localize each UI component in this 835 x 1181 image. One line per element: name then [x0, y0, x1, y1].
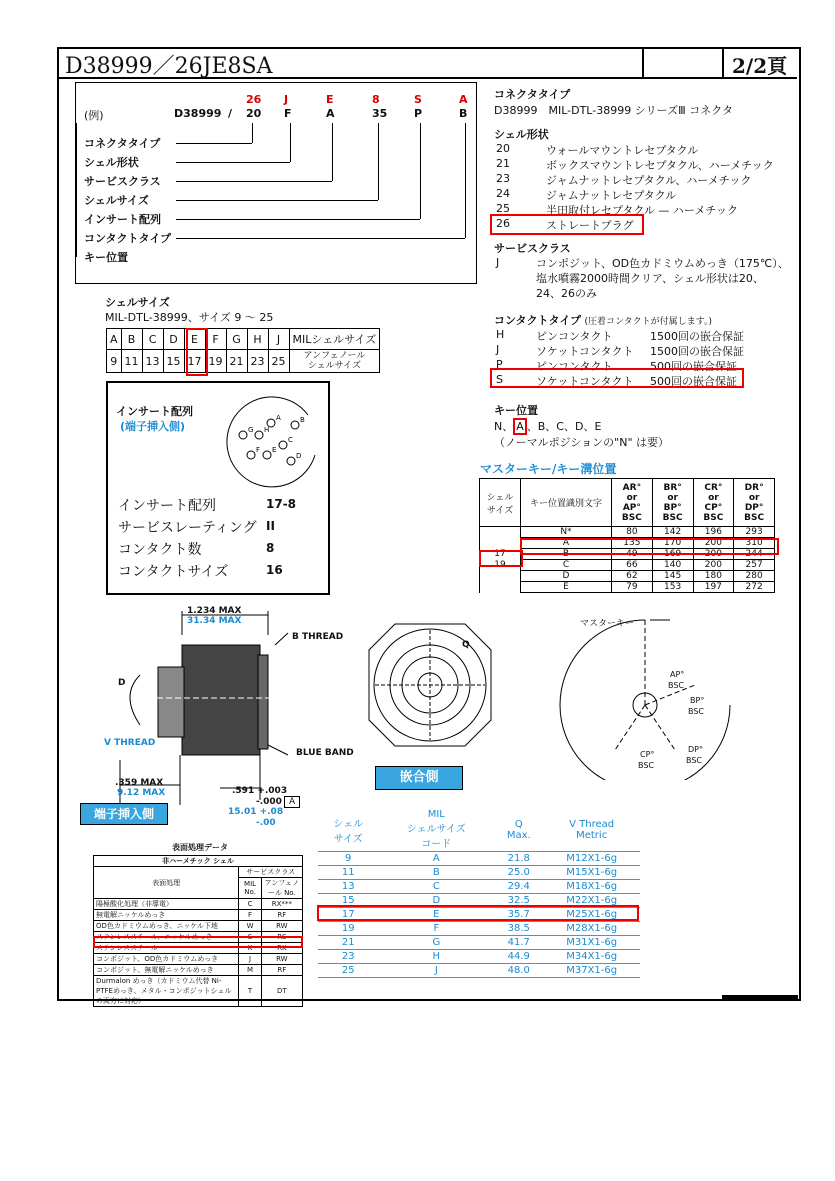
key-post: 、B、C、D、E: [526, 420, 602, 433]
service-code: J: [496, 256, 500, 269]
shell-letter: E: [184, 329, 205, 350]
insert-key: コンタクト数: [118, 542, 202, 558]
dim-length: 1.234 MAX: [187, 606, 242, 616]
key-val: 280: [734, 571, 775, 582]
b-thread-label: B THREAD: [292, 632, 344, 642]
header: [57, 47, 797, 79]
shell-size-heading: シェルサイズ: [105, 296, 170, 309]
key-val: 79: [612, 582, 653, 593]
shell-shape-code: 26: [496, 217, 510, 230]
shell-shape-desc: ボックスマウントレセプタクル、ハーメチック: [546, 159, 774, 172]
key-id: A: [521, 538, 612, 549]
black-code-2: A: [326, 107, 335, 120]
red-code-1: J: [284, 93, 289, 106]
key-17-highlight: [479, 550, 523, 567]
key-shell: 19: [480, 560, 521, 571]
surface-amp: DT: [261, 976, 302, 1007]
insert-val: 8: [266, 541, 275, 555]
insert-pin-label: F: [256, 446, 261, 454]
shell-number: 25: [268, 350, 289, 373]
contact-life: 1500回の嵌合保証: [650, 345, 744, 358]
shell-size-sub: MIL-DTL-38999、サイズ 9 ～ 25: [105, 311, 274, 324]
key-val: 196: [693, 527, 734, 538]
shell-letter: A: [107, 329, 122, 350]
legend-5: コンタクトタイプ: [84, 232, 172, 245]
q-cell: 32.5: [494, 894, 543, 908]
shell-number: 21: [226, 350, 247, 373]
key-table-h-b: BR° or BP° BSC: [652, 479, 693, 527]
surface-title: 表面処理データ: [172, 843, 228, 852]
key-val: 293: [734, 527, 775, 538]
key-angle-diagram: [555, 610, 785, 780]
shell-letter: G: [226, 329, 247, 350]
q-cell: 25: [318, 964, 378, 978]
shell-letter: B: [121, 329, 142, 350]
q-cell: E: [378, 908, 494, 922]
q-cell: M31X1-6g: [543, 936, 640, 950]
footer-bar: [722, 995, 798, 999]
key-table-h-c: CR° or CP° BSC: [693, 479, 734, 527]
example-base: D38999: [174, 107, 222, 120]
q-cell: 23: [318, 950, 378, 964]
surface-row: [94, 976, 303, 1007]
q-cell: B: [378, 866, 494, 880]
service-desc-1: コンポジット、OD色カドミウムめっき（175℃）、: [536, 257, 789, 270]
surface-row: [94, 921, 303, 932]
insert-face-icon: [223, 395, 323, 495]
insert-key: インサート配列: [118, 498, 216, 514]
black-code-1: F: [284, 107, 292, 120]
shell-number: 23: [247, 350, 268, 373]
insert-pin-label: G: [248, 426, 254, 434]
key-id: B: [521, 549, 612, 560]
service-desc-3: 24、26のみ: [536, 287, 597, 300]
q-cell: 9: [318, 852, 378, 866]
legend-0: コネクタタイプ: [84, 137, 161, 150]
key-row: [480, 582, 775, 593]
key-val: 145: [652, 571, 693, 582]
key-shell: 17: [480, 549, 521, 560]
bp-bsc: BSC: [688, 707, 705, 716]
black-code-0: 20: [246, 107, 262, 120]
dim-1501-tol: -.00: [256, 818, 276, 828]
q-cell: 21: [318, 936, 378, 950]
shell-number: 17: [184, 350, 205, 373]
right-column: [494, 86, 794, 450]
key-val: 170: [652, 538, 693, 549]
dp-label: DP°: [688, 745, 703, 754]
key-val: 142: [652, 527, 693, 538]
insert-row: [118, 517, 318, 539]
service-desc-2: 塩水噴霧2000時間クリア、シェル形状は20、: [536, 272, 764, 285]
key-val: 200: [693, 549, 734, 560]
insert-pin-label: C: [288, 436, 293, 444]
contact-type: ピンコンタクト: [536, 330, 613, 343]
surface-mil: C: [239, 899, 261, 910]
insert-pin: [279, 436, 293, 449]
contact-row: [494, 328, 794, 343]
surface-row: [94, 910, 303, 921]
shell-shape-code: 23: [496, 172, 510, 185]
key-val: 62: [612, 571, 653, 582]
key-pre: N、: [494, 420, 514, 433]
example-box: [75, 82, 477, 284]
key-a-highlight: [520, 538, 779, 555]
key-row: [480, 571, 775, 582]
q-cell: M12X1-6g: [543, 852, 640, 866]
blue-band-label: BLUE BAND: [296, 748, 354, 758]
surface-j-highlight: [93, 936, 303, 948]
surface-mil: T: [239, 976, 261, 1007]
q-row: [318, 950, 640, 964]
q-cell: 35.7: [494, 908, 543, 922]
key-val: 140: [652, 560, 693, 571]
shell-letter: D: [163, 329, 184, 350]
key-id: N*: [521, 527, 612, 538]
shell-shape-code: 24: [496, 187, 510, 200]
q-h-shell: シェル サイズ: [318, 808, 378, 852]
q-cell: M25X1-6g: [543, 908, 640, 922]
surface-proc: Durmalon めっき（カドミウム代替 Ni-PTFEめっき、メタル・コンポジットシェルの両方に対応）: [94, 976, 239, 1007]
surface-proc: コンポジット、OD色カドミウムめっき: [94, 954, 239, 965]
key-id: C: [521, 560, 612, 571]
surface-amp: RW: [261, 921, 302, 932]
key-val: 80: [612, 527, 653, 538]
q-row: [318, 936, 640, 950]
red-code-0: 26: [246, 93, 262, 106]
insert-box: [106, 381, 330, 595]
insert-subheading: (端子挿入側): [120, 420, 186, 433]
legend-1: シェル形状: [84, 156, 139, 169]
surface-amp: RS: [261, 932, 302, 943]
q-cell: M37X1-6g: [543, 964, 640, 978]
key-val: 169: [652, 549, 693, 560]
key-shell: [480, 538, 521, 549]
insert-pin: [287, 452, 301, 465]
shell-shape-row: [494, 142, 794, 157]
red-code-4: S: [414, 93, 422, 106]
shell-shape-code: 20: [496, 142, 510, 155]
contact-s-highlight: [490, 368, 744, 388]
shell-number: 15: [163, 350, 184, 373]
surface-proc: ステンレススチール: [94, 943, 239, 954]
page-number: 2/2頁: [732, 54, 788, 78]
key-val: 49: [612, 549, 653, 560]
key-selected: A: [513, 418, 527, 435]
surface-proc: OD色カドミウムめっき、ニッケル下地: [94, 921, 239, 932]
insert-pin: [291, 416, 305, 429]
dim-912: 9.12 MAX: [117, 788, 166, 798]
connector-front-view: [355, 610, 505, 760]
shell-letter: H: [247, 329, 268, 350]
contact-row: [494, 343, 794, 358]
q-cell: G: [378, 936, 494, 950]
red-code-3: 8: [372, 93, 380, 106]
surface-mil: W: [239, 921, 261, 932]
surface-amp: RF: [261, 965, 302, 976]
surface-mil: J: [239, 954, 261, 965]
example-label: (例): [84, 109, 104, 122]
contact-note: (圧着コンタクトが付属します。): [584, 317, 712, 327]
contact-type-heading: コンタクトタイプ: [494, 314, 582, 327]
surface-mil: S: [239, 932, 261, 943]
dim-length-mm: 31.34 MAX: [187, 616, 242, 626]
shell-shape-code: 21: [496, 157, 510, 170]
black-code-5: B: [459, 107, 468, 120]
contact-type: ソケットコンタクト: [536, 375, 634, 388]
insert-row: [118, 561, 318, 583]
shell-e-highlight: [186, 328, 208, 376]
shell-shape-desc: ジャムナットレセプタクル、ハーメチック: [546, 174, 752, 187]
q-cell: 38.5: [494, 922, 543, 936]
insert-pin-label: H: [264, 426, 270, 434]
key-val: 310: [734, 538, 775, 549]
dim-1501: 15.01 +.08: [228, 807, 284, 817]
surface-mil: K: [239, 943, 261, 954]
page-title: D38999／26JE8SA: [65, 54, 273, 79]
q-17-highlight: [317, 905, 639, 921]
q-row: [318, 866, 640, 880]
q-cell: 44.9: [494, 950, 543, 964]
v-thread-label: V THREAD: [104, 738, 156, 748]
ap-label: AP°: [670, 670, 685, 679]
q-cell: 13: [318, 880, 378, 894]
black-code-3: 35: [372, 107, 388, 120]
q-cell: 11: [318, 866, 378, 880]
shell-shape-code: 25: [496, 202, 510, 215]
surface-row: [94, 899, 303, 910]
shell-number: 19: [205, 350, 226, 373]
key-val: 272: [734, 582, 775, 593]
key-val: 200: [693, 560, 734, 571]
surface-proc: コンポジット、無電解ニッケルめっき: [94, 965, 239, 976]
q-cell: 17: [318, 908, 378, 922]
connector-type-heading: コネクタタイプ: [494, 88, 571, 101]
q-h-vthread: V Thread Metric: [543, 808, 640, 852]
contact-code: J: [496, 343, 500, 356]
shell-shape-row: [494, 157, 794, 172]
surface-h-amp: アンフェノール No.: [261, 878, 302, 899]
dim-591: .591 +.003: [232, 786, 288, 796]
contact-life: 500回の嵌合保証: [650, 375, 737, 388]
q-cell: 19: [318, 922, 378, 936]
insert-pin-label: E: [272, 446, 277, 454]
shell-shape-row: [494, 187, 794, 202]
q-cell: 41.7: [494, 936, 543, 950]
cp-label: CP°: [640, 750, 655, 759]
key-row: [480, 560, 775, 571]
key-val: 66: [612, 560, 653, 571]
q-cell: M18X1-6g: [543, 880, 640, 894]
key-table-h-a: AR° or AP° BSC: [612, 479, 653, 527]
surface-proc: ステンレススチール、ニッケルめっき: [94, 932, 239, 943]
black-code-4: P: [414, 107, 423, 120]
shell-number: 9: [107, 350, 122, 373]
shell-size-table: [106, 328, 380, 373]
contact-code: S: [496, 373, 503, 386]
q-cell: A: [378, 852, 494, 866]
contact-type: ソケットコンタクト: [536, 345, 634, 358]
example-slash: /: [228, 107, 233, 120]
key-table-h-id: キー位置識別文字: [521, 479, 612, 527]
q-row: [318, 964, 640, 978]
insert-pin: [263, 446, 276, 459]
surface-sub: 非ハーメチック シェル: [94, 856, 303, 867]
insert-row: [118, 539, 318, 561]
ap-bsc: BSC: [668, 681, 685, 690]
q-cell: D: [378, 894, 494, 908]
q-cell: C: [378, 880, 494, 894]
key-val: 153: [652, 582, 693, 593]
insert-pin: [247, 446, 260, 459]
dp-bsc: BSC: [686, 756, 703, 765]
insert-pin-label: D: [296, 452, 302, 460]
key-table: [479, 478, 775, 593]
shell-tail-2: シェルサイズ: [307, 361, 361, 371]
service-class-block: [494, 256, 794, 304]
q-cell: J: [378, 964, 494, 978]
bp-label: BP°: [690, 696, 705, 705]
connector-type: D38999 MIL-DTL-38999 シリーズⅢ コネクタ: [494, 104, 733, 117]
key-val: 135: [612, 538, 653, 549]
key-table-h-d: DR° or DP° BSC: [734, 479, 775, 527]
q-cell: 25.0: [494, 866, 543, 880]
q-cell: M22X1-6g: [543, 894, 640, 908]
dim-359: .359 MAX: [115, 778, 164, 788]
key-shell: [480, 527, 521, 538]
surface-proc: 無電解ニッケルめっき: [94, 910, 239, 921]
insert-pin-label: A: [276, 414, 281, 422]
mating-side-label: 嵌合側: [375, 766, 463, 790]
service-class-heading: サービスクラス: [494, 242, 571, 255]
dim-591-tol: -.000: [256, 797, 282, 807]
q-label: Q: [462, 640, 470, 650]
insert-row: [118, 495, 318, 517]
insert-pin: [255, 426, 269, 439]
q-cell: M15X1-6g: [543, 866, 640, 880]
shell-number: 11: [121, 350, 142, 373]
contact-code: P: [496, 358, 503, 371]
surface-amp: RX***: [261, 899, 302, 910]
shell-letter: C: [142, 329, 163, 350]
shell-26-highlight: [490, 214, 644, 235]
q-cell: 15: [318, 894, 378, 908]
insert-key: サービスレーティング: [118, 520, 257, 536]
surface-amp: RF: [261, 910, 302, 921]
key-table-h-shell: シェル サイズ: [480, 479, 521, 527]
datum-a: A: [284, 796, 300, 808]
shell-letters-tail: MILシェルサイズ: [289, 329, 380, 350]
q-cell: H: [378, 950, 494, 964]
insert-val: 16: [266, 563, 283, 577]
q-cell: F: [378, 922, 494, 936]
legend-4: インサート配列: [84, 213, 161, 226]
surface-row: [94, 954, 303, 965]
insert-heading: インサート配列: [116, 405, 193, 418]
q-cell: 21.8: [494, 852, 543, 866]
red-code-5: A: [459, 93, 468, 106]
key-shell: [480, 571, 521, 582]
insert-pin: [239, 426, 253, 439]
d-label: D: [118, 678, 126, 688]
key-val: 180: [693, 571, 734, 582]
surface-row: [94, 965, 303, 976]
surface-mil: F: [239, 910, 261, 921]
key-id: E: [521, 582, 612, 593]
cp-bsc: BSC: [638, 761, 655, 770]
key-row: [480, 527, 775, 538]
key-val: 200: [693, 538, 734, 549]
shell-tail-1: アンフェノール: [303, 351, 366, 361]
master-key-heading: マスターキー/キー溝位置: [480, 462, 617, 476]
surface-proc: 陽極酸化処理（非導電）: [94, 899, 239, 910]
q-table: [318, 808, 640, 978]
key-val: 197: [693, 582, 734, 593]
shell-shape-heading: シェル形状: [494, 128, 549, 141]
surface-h-class: サービスクラス: [239, 867, 303, 878]
contact-type: ピンコンタクト: [536, 360, 613, 373]
shell-shape-desc: ウォールマウントレセプタクル: [546, 144, 699, 157]
key-position-heading: キー位置: [494, 404, 538, 417]
insert-key: コンタクトサイズ: [118, 564, 229, 580]
legend-6: キー位置: [84, 251, 128, 264]
surface-amp: RW: [261, 954, 302, 965]
master-key-label: マスターキー: [580, 619, 635, 629]
q-cell: 29.4: [494, 880, 543, 894]
q-cell: M28X1-6g: [543, 922, 640, 936]
surface-mil: M: [239, 965, 261, 976]
shell-shape-desc: 半田取付レセプタクル — ハーメチック: [546, 204, 739, 217]
shell-shape-desc: ジャムナットレセプタクル: [546, 189, 677, 202]
surface-h-proc: 表面処理: [94, 867, 239, 899]
shell-shape-row: [494, 172, 794, 187]
red-code-2: E: [326, 93, 334, 106]
shell-letter: J: [268, 329, 289, 350]
contact-life: 500回の嵌合保証: [650, 360, 737, 373]
q-cell: M34X1-6g: [543, 950, 640, 964]
insert-val: 17-8: [266, 497, 297, 511]
legend-2: サービスクラス: [84, 175, 161, 188]
shell-number: 13: [142, 350, 163, 373]
q-row: [318, 880, 640, 894]
insert-val: II: [266, 519, 275, 533]
insert-pin-label: B: [300, 416, 305, 424]
contact-life: 1500回の嵌合保証: [650, 330, 744, 343]
surface-h-mil: MIL No.: [239, 878, 261, 899]
key-val: 257: [734, 560, 775, 571]
terminal-side-label: 端子挿入側: [80, 803, 168, 825]
q-h-mil: MIL シェルサイズ コード: [378, 808, 494, 852]
key-note: （ノーマルポジションの"N" は要）: [494, 436, 670, 449]
q-cell: 48.0: [494, 964, 543, 978]
key-id: D: [521, 571, 612, 582]
key-val: 244: [734, 549, 775, 560]
q-h-q: Q Max.: [494, 808, 543, 852]
key-shell: [480, 582, 521, 593]
shell-shape-desc: ストレートプラグ: [546, 219, 634, 232]
q-row: [318, 852, 640, 866]
shell-letter: F: [205, 329, 226, 350]
surface-table: [93, 855, 303, 1007]
shell-numbers-tail: [289, 350, 380, 373]
legend-3: シェルサイズ: [84, 194, 149, 207]
q-row: [318, 922, 640, 936]
contact-code: H: [496, 328, 505, 341]
surface-amp: RK: [261, 943, 302, 954]
